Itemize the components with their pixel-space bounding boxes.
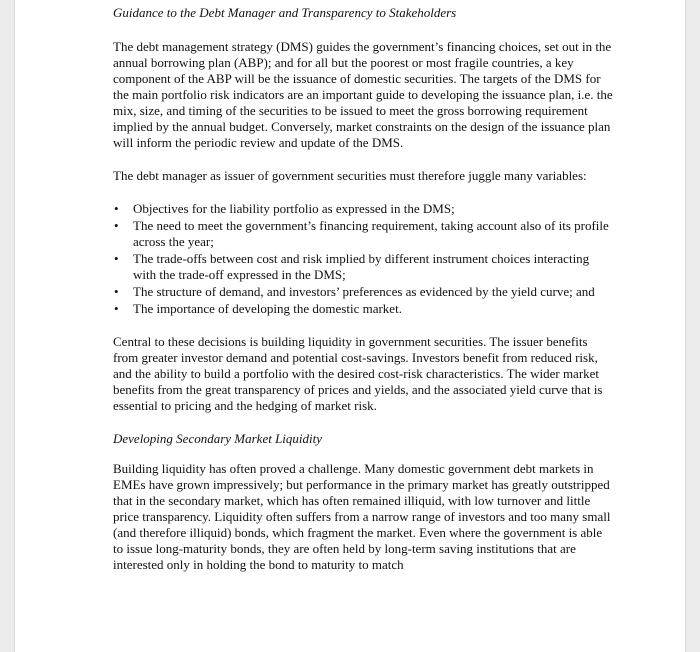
bullet-text: Objectives for the liability portfolio as expressed in the DMS; bbox=[133, 201, 455, 216]
paragraph-variables-intro: The debt manager as issuer of government securities must therefore juggle many variables: bbox=[113, 168, 587, 183]
variables-bullet-list bbox=[113, 201, 613, 317]
bullet-item bbox=[113, 301, 613, 317]
bullet-icon: • bbox=[114, 284, 119, 299]
bullet-icon: • bbox=[114, 201, 119, 216]
bullet-item bbox=[113, 251, 613, 283]
paragraph-liquidity: Central to these decisions is building liquidity in government securities. The issuer benefits from greater investor demand and potential cost-savings. Investors benefit from reduced risk, and the ability to build a portfolio with the desired cost-risk characteristics. The wider market benefits from the great transparency of prices and yields, and the associated yield curve that is essential to pricing and the hedging of market risk. bbox=[113, 334, 603, 413]
bullet-item bbox=[113, 201, 613, 217]
bullet-icon: • bbox=[114, 301, 119, 316]
bullet-item bbox=[113, 284, 613, 300]
bullet-icon: • bbox=[114, 218, 119, 233]
document-page bbox=[14, 0, 686, 652]
bullet-text: The importance of developing the domestic market. bbox=[133, 301, 402, 316]
section-heading-secondary-market: Developing Secondary Market Liquidity bbox=[113, 431, 323, 446]
bullet-text: The trade-offs between cost and risk implied by different instrument choices interacting with the trade-off expressed in the DMS; bbox=[133, 251, 590, 282]
bullet-text: The need to meet the government’s financing requirement, taking account also of its profile across the year; bbox=[133, 218, 609, 249]
document-body bbox=[113, 5, 613, 590]
bullet-icon: • bbox=[114, 251, 119, 266]
paragraph-dms: The debt management strategy (DMS) guides the government’s financing choices, set out in the annual borrowing plan (ABP); and for all but the poorest or most fragile countries, a key component of the ABP will be the issuance of domestic securities. The targets of the DMS for the main portfolio risk indicators are an important guide to developing the issuance plan, i.e. the mix, size, and timing of the securities to be issued to meet the gross borrowing requirement implied by the annual budget. Conversely, market constraints on the design of the issuance plan will inform the periodic review and update of the DMS. bbox=[113, 39, 613, 150]
paragraph-building-liquidity: Building liquidity has often proved a challenge. Many domestic government debt markets in EMEs have grown impressively; but performance in the primary market has greatly outstripped that in the secondary market, which has often remained illiquid, with low turnover and little price transparency. Liquidity often suffers from a narrow range of investors and too many small (and therefore illiquid) bonds, which fragment the market. Even where the government is able to issue long-maturity bonds, they are often held by long-term saving institutions that are interested only in holding the bond to maturity to match bbox=[113, 461, 611, 572]
section-heading-guidance: Guidance to the Debt Manager and Transparency to Stakeholders bbox=[113, 5, 457, 20]
bullet-item bbox=[113, 218, 613, 250]
bullet-text: The structure of demand, and investors’ preferences as evidenced by the yield curve; and bbox=[133, 284, 595, 299]
